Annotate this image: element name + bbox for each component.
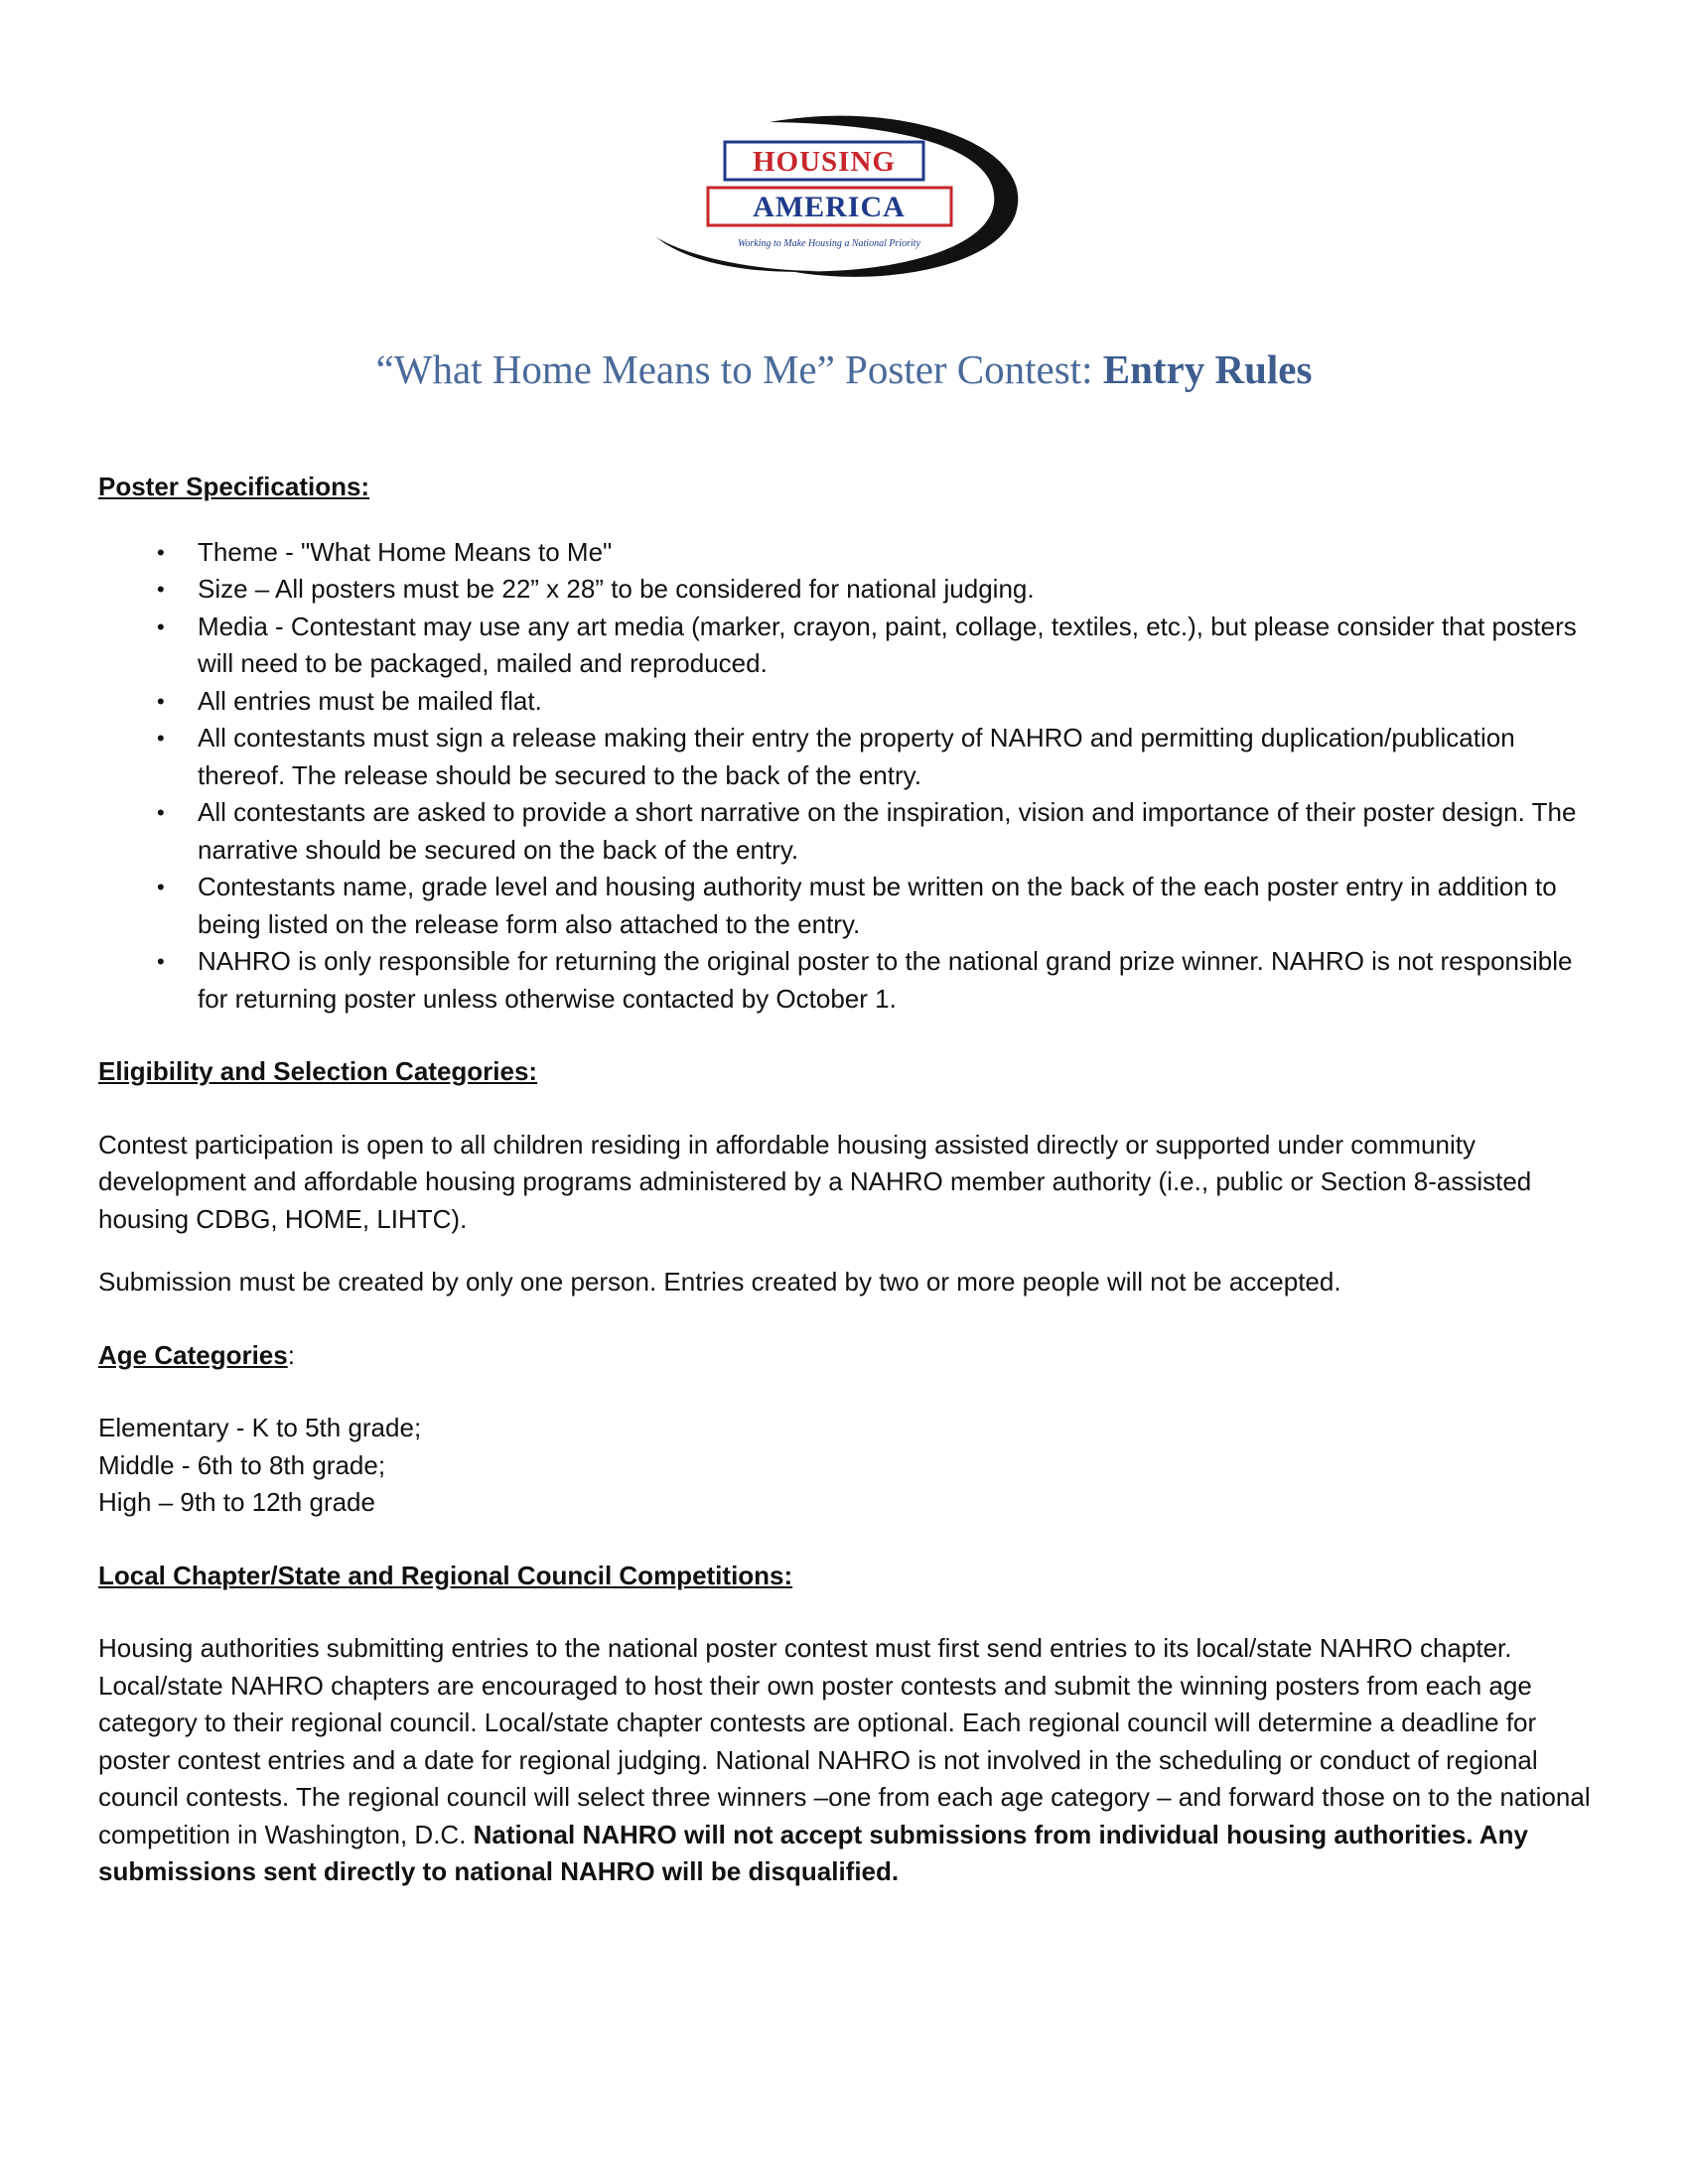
bullet-icon: • [157,875,165,899]
page-title-bold: Entry Rules [1102,346,1313,392]
list-item: Elementary - K to 5th grade; [98,1413,422,1442]
local-chapter-paragraph [98,1630,1608,1891]
bullet-icon: • [157,949,165,974]
poster-specs-list [98,534,1608,1019]
list-item [98,943,1608,1018]
page-title-main: “What Home Means to Me” Poster Contest: [375,346,1103,392]
list-item-text: Media - Contestant may use any art media (marker, crayon, paint, collage, textiles, etc.), but please consider that posters will need to be packaged, mailed and reproduced. [198,611,1577,678]
local-chapter-heading: Local Chapter/State and Regional Council Competitions: [98,1560,793,1590]
local-chapter-paragraph-text: Housing authorities submitting entries to the national poster contest must first send entries to its local/state NAHRO chapter. Local/state NAHRO chapters are encouraged to host their own poster contests and submit the winning posters from each age category to their regional council. Local/state chapter contests are optional. Each regional council will determine a deadline for poster contest entries and a date for regional judging. National NAHRO is not involved in the scheduling or conduct of regional council contests. The regional council will select three winners –one from each age category – and forward those on to the national competition in Washington, D.C. [98,1633,1591,1849]
list-item-text: All contestants must sign a release making their entry the property of NAHRO and permitting duplication/publication thereof. The release should be secured to the back of the entry. [198,723,1515,790]
list-item: High – 9th to 12th grade [98,1487,375,1517]
bullet-icon: • [157,539,165,565]
logo-line2: AMERICA [753,191,906,223]
page-title [0,345,1688,393]
list-item-text: Theme - "What Home Means to Me" [198,536,613,567]
local-chapter-paragraph-bold: National NAHRO will not accept submissions from individual housing authorities. Any submissions sent directly to national NAHRO will be disqualified. [98,1819,1528,1886]
bullet-icon: • [157,614,165,639]
list-item [98,794,1608,869]
logo-line1: HOUSING [753,146,896,178]
bullet-icon: • [157,726,165,751]
list-item [98,571,1608,609]
list-item [98,720,1608,794]
list-item [98,869,1608,943]
document-body [98,469,1608,1891]
list-item-text: All entries must be mailed flat. [198,685,542,716]
age-categories-heading-suffix: : [287,1339,295,1370]
age-categories-heading [98,1337,1608,1375]
list-item-text: Size – All posters must be 22” x 28” to be considered for national judging. [198,574,1035,604]
list-item [98,683,1608,721]
poster-specs-heading: Poster Specifications: [98,472,370,501]
list-item: Middle - 6th to 8th grade; [98,1449,386,1480]
list-item [98,534,1608,572]
bullet-icon: • [157,800,165,825]
age-categories-heading-text: Age Categories [98,1339,288,1370]
bullet-icon: • [157,688,165,714]
list-item-text: Contestants name, grade level and housing authority must be written on the back of the each poster entry in addition to being listed on the release form also attached to the entry. [198,872,1557,939]
list-item-text: All contestants are asked to provide a short narrative on the inspiration, vision and importance of their poster design. The narrative should be secured on the back of the entry. [198,797,1577,865]
eligibility-heading: Eligibility and Selection Categories: [98,1056,538,1086]
age-categories-list [98,1410,1608,1522]
eligibility-paragraph-2: Submission must be created by only one person. Entries created by two or more people will not be accepted. [98,1267,1341,1297]
housing-america-logo [650,104,1038,288]
list-item-text: NAHRO is only responsible for returning the original poster to the national grand prize winner. NAHRO is not responsible for returning poster unless otherwise contacted by October 1. [198,946,1573,1014]
bullet-icon: • [157,577,165,602]
eligibility-paragraph-1: Contest participation is open to all children residing in affordable housing assisted directly or supported under community development and affordable housing programs administered by a NAHRO member authority (i.e., public or Section 8-assisted housing CDBG, HOME, LIHTC). [98,1129,1532,1234]
list-item [98,609,1608,683]
logo-tagline: Working to Make Housing a National Priority [737,238,921,249]
